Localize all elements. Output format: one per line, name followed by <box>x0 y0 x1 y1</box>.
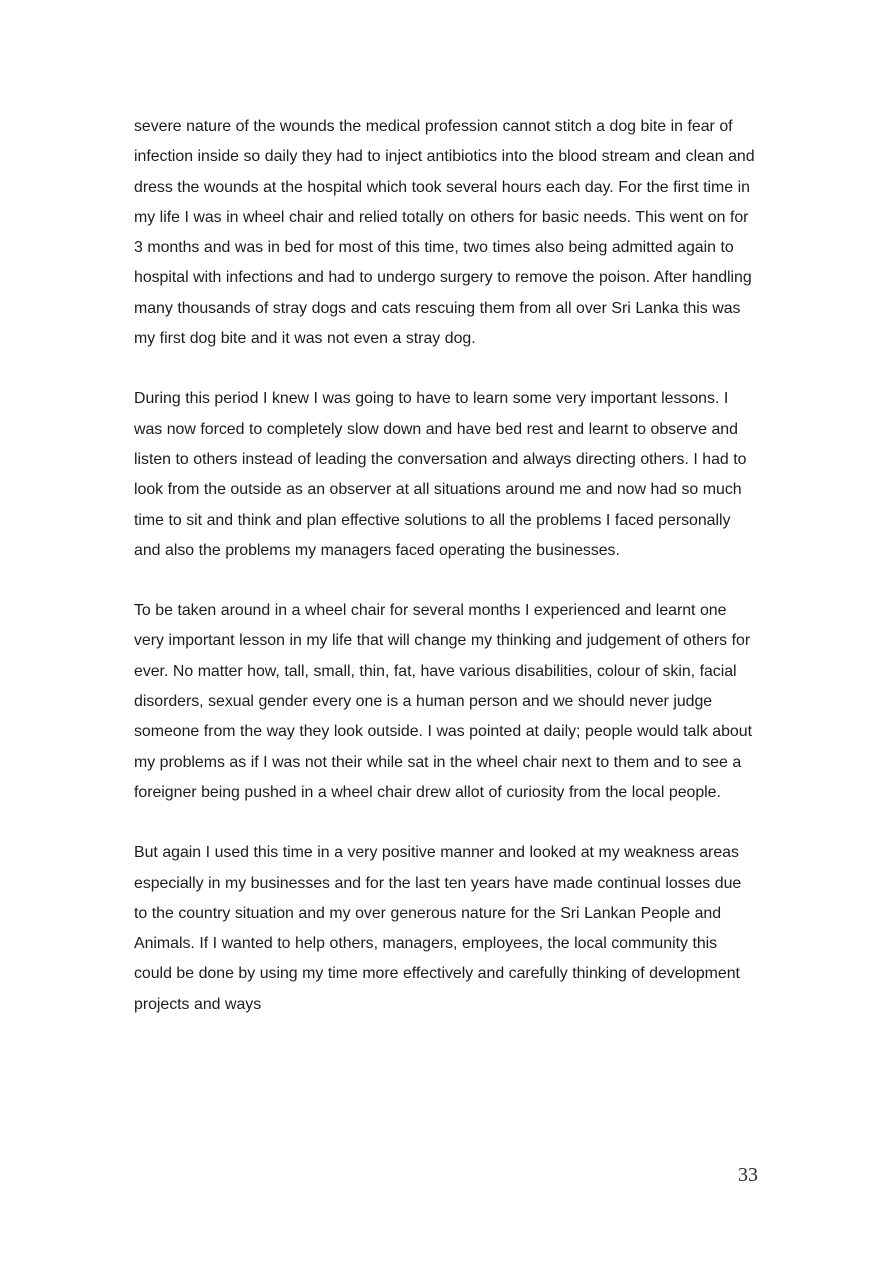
body-paragraph: severe nature of the wounds the medical profession cannot stitch a dog bite in fear of infection inside so daily they had to inject antibiotics into the blood stream and clean and dress the wounds at the hospital which took several hours each day. For the first time in my life I was in wheel chair and relied totally on others for basic needs. This went on for 3 months and was in bed for most of this time, two times also being admitted again to hospital with infections and had to undergo surgery to remove the poison. After handling many thousands of stray dogs and cats rescuing them from all over Sri Lanka this was my first dog bite and it was not even a stray dog. <box>134 118 755 348</box>
body-paragraph: During this period I knew I was going to have to learn some very important lessons. I was now forced to completely slow down and have bed rest and learnt to observe and listen to others instead of leading the conversation and always directing others. I had to look from the outside as an observer at all situations around me and now had so much time to sit and think and plan effective solutions to all the problems I faced personally and also the problems my managers faced operating the businesses. <box>134 390 747 559</box>
body-paragraph: To be taken around in a wheel chair for several months I experienced and learnt one very important lesson in my life that will change my thinking and judgement of others for ever. No matter how, tall, small, thin, fat, have various disabilities, colour of skin, facial disorders, sexual gender every one is a human person and we should never judge someone from the way they look outside. I was pointed at daily; people would talk about my problems as if I was not their while sat in the wheel chair next to them and to see a foreigner being pushed in a wheel chair drew allot of curiosity from the local people. <box>134 602 752 801</box>
body-paragraph: But again I used this time in a very positive manner and looked at my weakness areas especially in my businesses and for the last ten years have made continual losses due to the country situation and my over generous nature for the Sri Lankan People and Animals. If I wanted to help others, managers, employees, the local community this could be done by using my time more effectively and carefully thinking of development projects and ways <box>134 844 742 1013</box>
page-footer <box>134 1163 758 1187</box>
body-text-column <box>134 112 758 1020</box>
page-number: 33 <box>738 1164 758 1186</box>
